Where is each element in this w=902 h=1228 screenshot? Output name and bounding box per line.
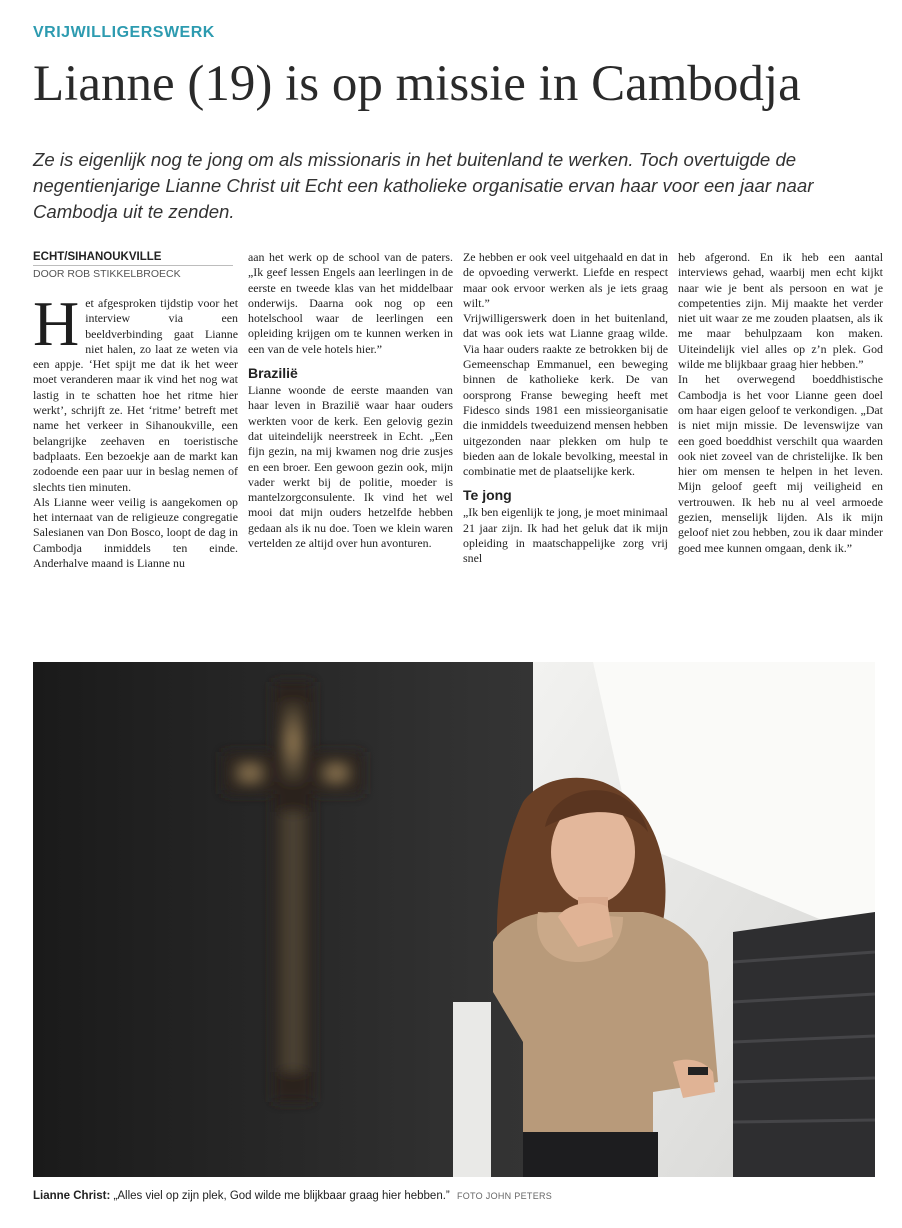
- subheading-te-jong: Te jong: [463, 487, 512, 504]
- paragraph: heb afgerond. En ik heb een aantal interviews gehad, waarbij men echt kijkt naar wie je bent als persoon en wat je competenties zijn. Mij maakte het verder niet uit waar ze me zouden plaatsen, als ik me maar behulpzaam kon maken. Uiteindelijk viel alles op z’n plek. God wilde me blijkbaar graag hier hebben.”: [678, 250, 883, 372]
- paragraph: [33, 296, 238, 495]
- article-column-1: [33, 296, 238, 648]
- paragraph-text: et afgesproken tijdstip voor het interview via een beeldverbinding gaat Lianne niet halen, zo laat ze weten via een appje. ‘Het spijt me dat ik het weer moet veranderen maar ik vind het nog wat lastig in te schatten hoe het ritme hier werkt’, schrijft ze. Het ‘ritme’ betreft met name het verkeer in Sihanoukville, een belangrijke zeehaven en toeristische badplaats. Een bezoekje aan de markt kan zodoende een paar uur in beslag nemen of slechts tien minuten.: [33, 296, 238, 494]
- section-kicker: VRIJWILLIGERSWERK: [33, 24, 215, 41]
- paragraph: Ze hebben er ook veel uitgehaald en dat in de opvoeding verwerkt. Liefde en respect maar ook ervoor werken als je iets graag wilt.”: [463, 250, 668, 310]
- paragraph: Als Lianne weer veilig is aangekomen op het internaat van de religieuze congregatie Salesianen van Don Bosco, loopt de dag in Cambodja inmiddels ten einde. Anderhalve maand is Lianne nu: [33, 494, 238, 571]
- paragraph: Lianne woonde de eerste maanden van haar leven in Brazilië waar haar ouders werkten voor de kerk. Een gelovig gezin dat uiteindelijk neerstreek in Echt. „Een fijn gezin, na mij kwamen nog drie zusjes en een broer. Een gewoon gezin ook, mijn vader werkt bij de politie, moeder is mantelzorgconsulente. Ik vind het wel mooi dat mijn ouders hetzelfde hebben gedaan als ik nu doe. Toen we klein waren vertelden ze altijd over hun avonturen.: [248, 383, 453, 551]
- photo-credit: FOTO JOHN PETERS: [456, 1191, 553, 1201]
- photo-caption: [33, 1190, 875, 1202]
- article-column-3: [463, 250, 668, 648]
- caption-name: Lianne Christ:: [33, 1190, 111, 1202]
- subheading-brazilie: Brazilië: [248, 365, 298, 382]
- article-column-2: [248, 250, 453, 648]
- article-photo: [33, 662, 875, 1177]
- paragraph: In het overwegend boeddhistische Cambodja is het voor Lianne geen doel om haar eigen geloof te verkondigen. „Dat is niet mijn missie. De levenswijze van een goed boeddhist verschilt qua waarden ook niet zoveel van de christelijke. Ik ben hier om mensen te helpen in het leven. Mijn geloof geeft mij veiligheid en vertrouwen. Ik heb nu al veel armoede gezien, menselijk lijden. Als ik mijn geloof niet zou hebben, zou ik daar minder goed mee kunnen omgaan, denk ik.”: [678, 372, 883, 555]
- headline: Lianne (19) is op missie in Cambodja: [33, 56, 801, 112]
- article-column-4: [678, 250, 883, 648]
- paragraph: Vrijwilligerswerk doen in het buitenland, dat was ook iets wat Lianne graag wilde. Via haar ouders raakte ze betrokken bij de Gemeenschap Emmanuel, een beweging binnen de katholieke kerk. De van oorsprong Franse beweging heeft met Fidesco sinds 1981 een missieorganisatie die inmiddels tweeduizend mensen hebben uitgezonden naar plekken om hulp te bieden aan de lokale bevolking, meestal in combinatie met de plaatselijke kerk.: [463, 311, 668, 479]
- byline: DOOR ROB STIKKELBROECK: [33, 268, 181, 280]
- drop-cap: H: [33, 296, 80, 359]
- caption-quote: „Alles viel op zijn plek, God wilde me blijkbaar graag hier hebben.”: [113, 1190, 450, 1202]
- intro-lead: Ze is eigenlijk nog te jong om als missionaris in het buitenland te werken. Toch overtuigde de negentienjarige Lianne Christ uit Echt een katholieke organisatie ervan haar voor een jaar naar Cambodja uit te zenden.: [33, 149, 814, 222]
- dateline: ECHT/SIHANOUKVILLE: [33, 251, 233, 266]
- paragraph: aan het werk op de school van de paters. „Ik geef lessen Engels aan leerlingen in de eerste en tweede klas van het middelbaar onderwijs. Daarna ook nog op een hotelschool waar de leerlingen een opleiding krijgen om te kunnen werken in een van de vele hotels hier.”: [248, 250, 453, 356]
- paragraph: „Ik ben eigenlijk te jong, je moet minimaal 21 jaar zijn. Ik had het geluk dat ik mijn opleiding in maatschappelijke zorg vrij snel: [463, 505, 668, 566]
